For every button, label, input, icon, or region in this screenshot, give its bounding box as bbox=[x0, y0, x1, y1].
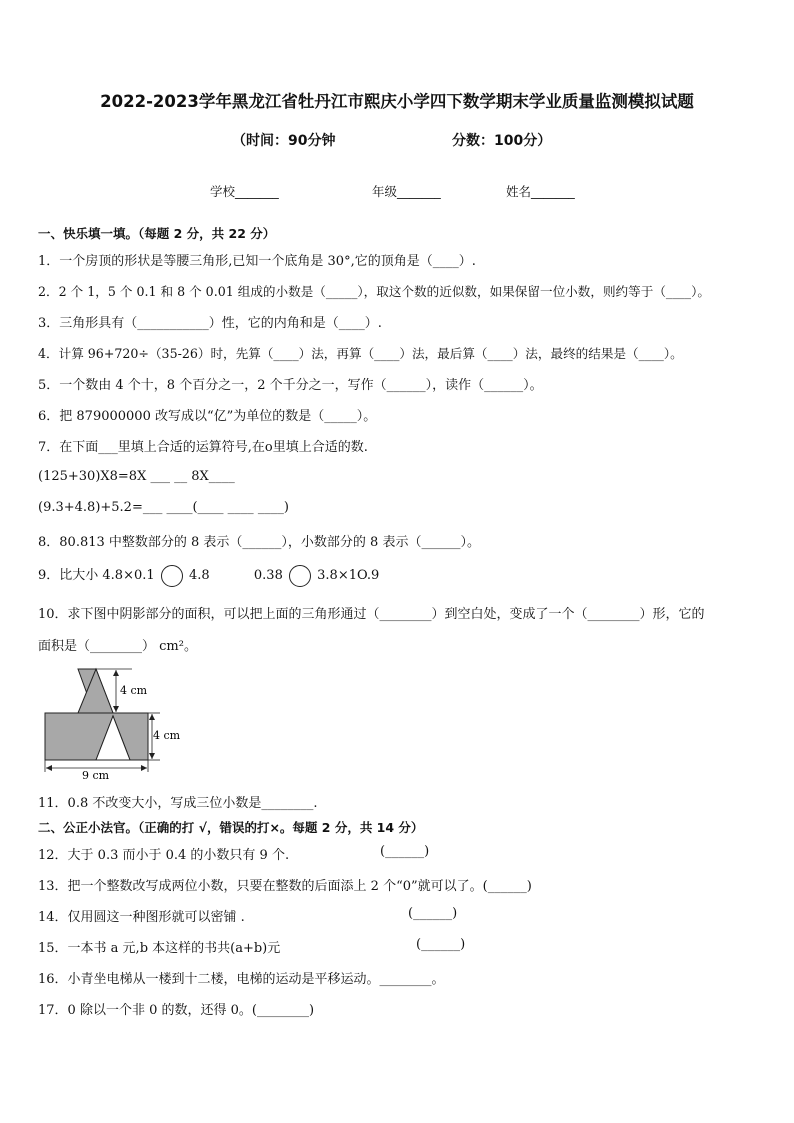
question-15: 15．一本书 a 元,b 本这样的书共(a+b)元 bbox=[38, 941, 281, 956]
question-14-blank[interactable]: (______) bbox=[408, 906, 458, 921]
question-9-value-2: 0.38 bbox=[253, 568, 283, 583]
question-7: 7．在下面___里填上合适的运算符号,在o里填上合适的数. bbox=[38, 440, 368, 455]
question-9-value-1: 4.8 bbox=[188, 568, 210, 583]
question-6: 6．把 879000000 改写成以“亿”为单位的数是（_____）。 bbox=[38, 409, 377, 424]
question-11: 11．0.8 不改变大小，写成三位小数是________. bbox=[38, 796, 318, 811]
question-8: 8．80.813 中整数部分的 8 表示（______），小数部分的 8 表示（______）。 bbox=[38, 535, 480, 550]
section-1-heading: 一、快乐填一填。（每题 2 分，共 22 分） bbox=[38, 226, 276, 241]
section-2-heading: 二、公正小法官。（正确的打 √，错误的打×。每题 2 分，共 14 分） bbox=[38, 820, 424, 835]
question-17: 17．0 除以一个非 0 的数，还得 0。(________) bbox=[38, 1003, 315, 1018]
question-9-label: 9．比大小 4.8×0.1 bbox=[38, 568, 155, 583]
question-15-blank[interactable]: (______) bbox=[416, 937, 466, 952]
name-field: 姓名_______ bbox=[506, 184, 575, 199]
question-9-value-3: 3.8×1O.9 bbox=[317, 568, 380, 583]
question-5: 5．一个数由 4 个十，8 个百分之一，2 个千分之一，写作（______），读作（______）。 bbox=[38, 378, 543, 393]
label-bottom-width: 9 cm bbox=[82, 769, 110, 780]
question-1: 1．一个房顶的形状是等腰三角形,已知一个底角是 30°,它的顶角是（____）. bbox=[38, 254, 476, 269]
question-2: 2．2 个 1，5 个 0.1 和 8 个 0.01 组成的小数是（_____），取这个数的近似数，如果保留一位小数，则约等于（____）。 bbox=[38, 284, 710, 299]
question-12-blank[interactable]: (______) bbox=[380, 844, 430, 859]
page-title: 2022-2023学年黑龙江省牡丹江市熙庆小学四下数学期末学业质量监测模拟试题 bbox=[100, 92, 694, 111]
question-4: 4．计算 96+720÷（35-26）时，先算（____）法，再算（____）法，最后算（____）法，最终的结果是（____）。 bbox=[38, 346, 683, 361]
question-16: 16．小青坐电梯从一楼到十二楼，电梯的运动是平移运动。________。 bbox=[38, 972, 445, 987]
time-label: （时间：90分钟 bbox=[232, 133, 336, 149]
label-top-height: 4 cm bbox=[120, 684, 148, 697]
compare-circle-2[interactable] bbox=[289, 565, 311, 587]
question-13: 13．把一个整数改写成两位小数，只要在整数的后面添上 2 个“0”就可以了。(______) bbox=[38, 879, 532, 894]
question-10-line-1: 10．求下图中阴影部分的面积，可以把上面的三角形通过（________）到空白处，变成了一个（________）形，它的 bbox=[38, 607, 705, 622]
grade-field: 年级_______ bbox=[372, 184, 441, 199]
question-3: 3．三角形具有（___________）性，它的内角和是（____）. bbox=[38, 316, 382, 331]
question-7a: (125+30)X8=8X ___ __ 8X____ bbox=[38, 469, 235, 484]
question-9 bbox=[38, 564, 379, 587]
question-10-line-2: 面积是（________） cm²。 bbox=[38, 639, 197, 654]
compare-circle-1[interactable] bbox=[161, 565, 183, 587]
question-12: 12．大于 0.3 而小于 0.4 的小数只有 9 个. bbox=[38, 848, 290, 863]
question-14: 14．仅用圆这一种图形就可以密铺 . bbox=[38, 910, 245, 925]
shaded-area-figure bbox=[36, 664, 196, 780]
school-field: 学校_______ bbox=[210, 184, 279, 199]
question-7b: (9.3+4.8)+5.2=___ ____(____ ____ ____) bbox=[38, 500, 289, 515]
label-right-height: 4 cm bbox=[153, 729, 181, 742]
score-label: 分数：100分） bbox=[452, 133, 552, 149]
